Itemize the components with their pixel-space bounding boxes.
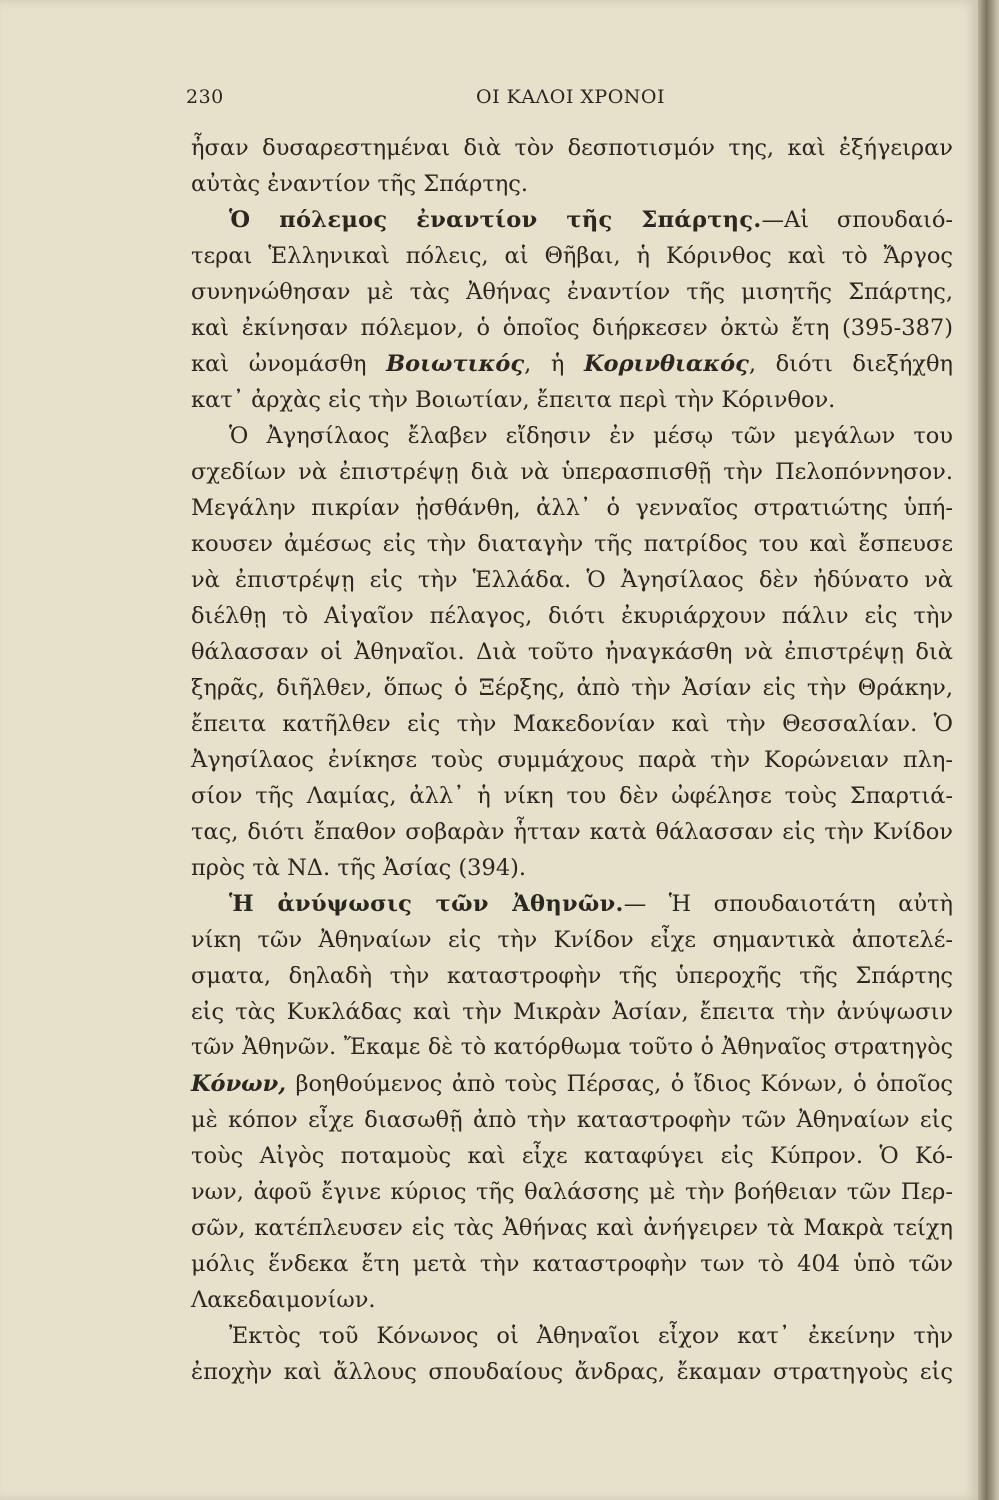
text-line: τοὺς Αἰγὸς ποταμοὺς καὶ εἶχε καταφύγει εἰς Κύπρον. Ὁ Κό-	[191, 1143, 953, 1169]
text-run: καὶ ὠνομάσθη	[191, 351, 387, 377]
text-line: ἦσαν δυσαρεστημέναι διὰ τὸν δεσποτισμόν της, καὶ ἐξήγειραν	[191, 135, 953, 161]
emphasized-term: Κόνων,	[191, 1071, 287, 1097]
text-line: νων, ἀφοῦ ἔγινε κύριος τῆς θαλάσσης μὲ τὴν βοήθειαν τῶν Περ-	[191, 1179, 953, 1205]
text-line: κουσεν ἀμέσως εἰς τὴν διαταγὴν τῆς πατρίδος του καὶ ἔσπευσε	[191, 531, 953, 557]
text-line: τας, διότι ἔπαθον σοβαρὰν ἧτταν κατὰ θάλασσαν εἰς τὴν Κνίδον	[191, 819, 953, 845]
text-line: ἔπειτα κατῆλθεν εἰς τὴν Μακεδονίαν καὶ τὴν Θεσσαλίαν. Ὁ	[191, 711, 953, 737]
text-line: πρὸς τὰ ΝΔ. τῆς Ἀσίας (394).	[191, 855, 527, 881]
emphasized-term: Βοιωτικός	[386, 351, 525, 377]
text-line: σχεδίων νὰ ἐπιστρέψῃ διὰ νὰ ὑπερασπισθῇ τὴν Πελοπόννησον.	[191, 459, 953, 485]
text-line: διέλθῃ τὸ Αἰγαῖον πέλαγος, διότι ἐκυριάρχουν πάλιν εἰς τὴν	[191, 603, 953, 629]
text-line: Ὁ Ἀγησίλαος ἔλαβεν εἴδησιν ἐν μέσῳ τῶν μεγάλων του	[229, 423, 953, 449]
section-heading: Ὁ πόλεμος ἐναντίον τῆς Σπάρτης.	[229, 207, 762, 233]
text-run: , ἡ	[524, 351, 584, 377]
text-line: κατ᾽ ἀρχὰς εἰς τὴν Βοιωτίαν, ἔπειτα περὶ τὴν Κόρινθον.	[191, 387, 836, 413]
page-number: 230	[186, 86, 224, 108]
section-heading-line	[191, 202, 953, 238]
running-title: ΟΙ ΚΑΛΟΙ ΧΡΟΝΟΙ	[476, 86, 665, 108]
text-line: συνηνώθησαν μὲ τὰς Ἀθήνας ἐναντίον τῆς μισητῆς Σπάρτης,	[191, 279, 953, 305]
text-line: τῶν Ἀθηνῶν. Ἔκαμε δὲ τὸ κατόρθωμα τοῦτο ὁ Ἀθηναῖος στρατηγὸς	[191, 1035, 953, 1060]
text-line: καὶ ἐκίνησαν πόλεμον, ὁ ὁποῖος διήρκεσεν ὀκτὼ ἔτη (395-387)	[191, 315, 953, 341]
text-run: βοηθούμενος ἀπὸ τοὺς Πέρσας, ὁ ἴδιος Κόνων, ὁ ὁποῖος	[286, 1071, 953, 1097]
book-spine	[978, 0, 999, 1500]
text-line: σματα, δηλαδὴ τὴν καταστροφὴν τῆς ὑπεροχῆς τῆς Σπάρτης	[191, 963, 953, 989]
text-run: —Αἱ σπουδαιό-	[761, 207, 953, 233]
page-header	[186, 86, 958, 116]
text-line: νίκη τῶν Ἀθηναίων εἰς τὴν Κνίδον εἶχε σημαντικὰ ἀποτελέ-	[191, 927, 953, 953]
text-line: ἐποχὴν καὶ ἄλλους σπουδαίους ἄνδρας, ἔκαμαν στρατηγοὺς εἰς	[191, 1359, 953, 1385]
text-run: , διότι διεξήχθη	[748, 351, 953, 377]
text-line: τεραι Ἑλληνικαὶ πόλεις, αἱ Θῆβαι, ἡ Κόρινθος καὶ τὸ Ἄργος	[191, 243, 953, 269]
text-line: σῶν, κατέπλευσεν εἰς τὰς Ἀθήνας καὶ ἀνήγειρεν τὰ Μακρὰ τείχη	[191, 1215, 953, 1241]
text-line: ξηρᾶς, διῆλθεν, ὅπως ὁ Ξέρξης, ἀπὸ τὴν Ἀσίαν εἰς τὴν Θράκην,	[191, 675, 953, 701]
text-line: Ἐκτὸς τοῦ Κόνωνος οἱ Ἀθηναῖοι εἶχον κατ᾽ ἐκείνην τὴν	[229, 1323, 953, 1349]
section-heading-line	[191, 886, 953, 922]
text-line	[191, 346, 953, 382]
text-line: Λακεδαιμονίων.	[191, 1287, 376, 1313]
text-line	[191, 1066, 953, 1102]
text-line: μόλις ἕνδεκα ἔτη μετὰ τὴν καταστροφὴν των τὸ 404 ὑπὸ τῶν	[191, 1251, 953, 1277]
text-line: σίον τῆς Λαμίας, ἀλλ᾽ ἡ νίκη του δὲν ὠφέλησε τοὺς Σπαρτιά-	[191, 783, 953, 809]
text-line: εἰς τὰς Κυκλάδας καὶ τὴν Μικρὰν Ἀσίαν, ἔπειτα τὴν ἀνύψωσιν	[191, 999, 953, 1025]
text-line: Μεγάλην πικρίαν ᾐσθάνθη, ἀλλ᾽ ὁ γενναῖος στρατιώτης ὑπή-	[191, 495, 953, 521]
emphasized-term: Κορινθιακός	[584, 351, 749, 377]
text-line: θάλασσαν οἱ Ἀθηναῖοι. Διὰ τοῦτο ἠναγκάσθη νὰ ἐπιστρέψῃ διὰ	[191, 639, 953, 665]
section-heading: Ἡ ἀνύψωσις τῶν Ἀθηνῶν.	[229, 891, 624, 917]
text-line: νὰ ἐπιστρέψῃ εἰς τὴν Ἑλλάδα. Ὁ Ἀγησίλαος δὲν ἠδύνατο νὰ	[191, 567, 953, 593]
text-run: — Ἡ σπουδαιοτάτη αὐτὴ	[623, 891, 953, 917]
body-text	[191, 130, 953, 1390]
text-line: Ἀγησίλαος ἐνίκησε τοὺς συμμάχους παρὰ τὴν Κορώνειαν πλη-	[191, 747, 953, 773]
text-line: αὐτὰς ἐναντίον τῆς Σπάρτης.	[191, 171, 529, 197]
text-line: μὲ κόπον εἶχε διασωθῇ ἀπὸ τὴν καταστροφὴν τῶν Ἀθηναίων εἰς	[191, 1107, 953, 1133]
